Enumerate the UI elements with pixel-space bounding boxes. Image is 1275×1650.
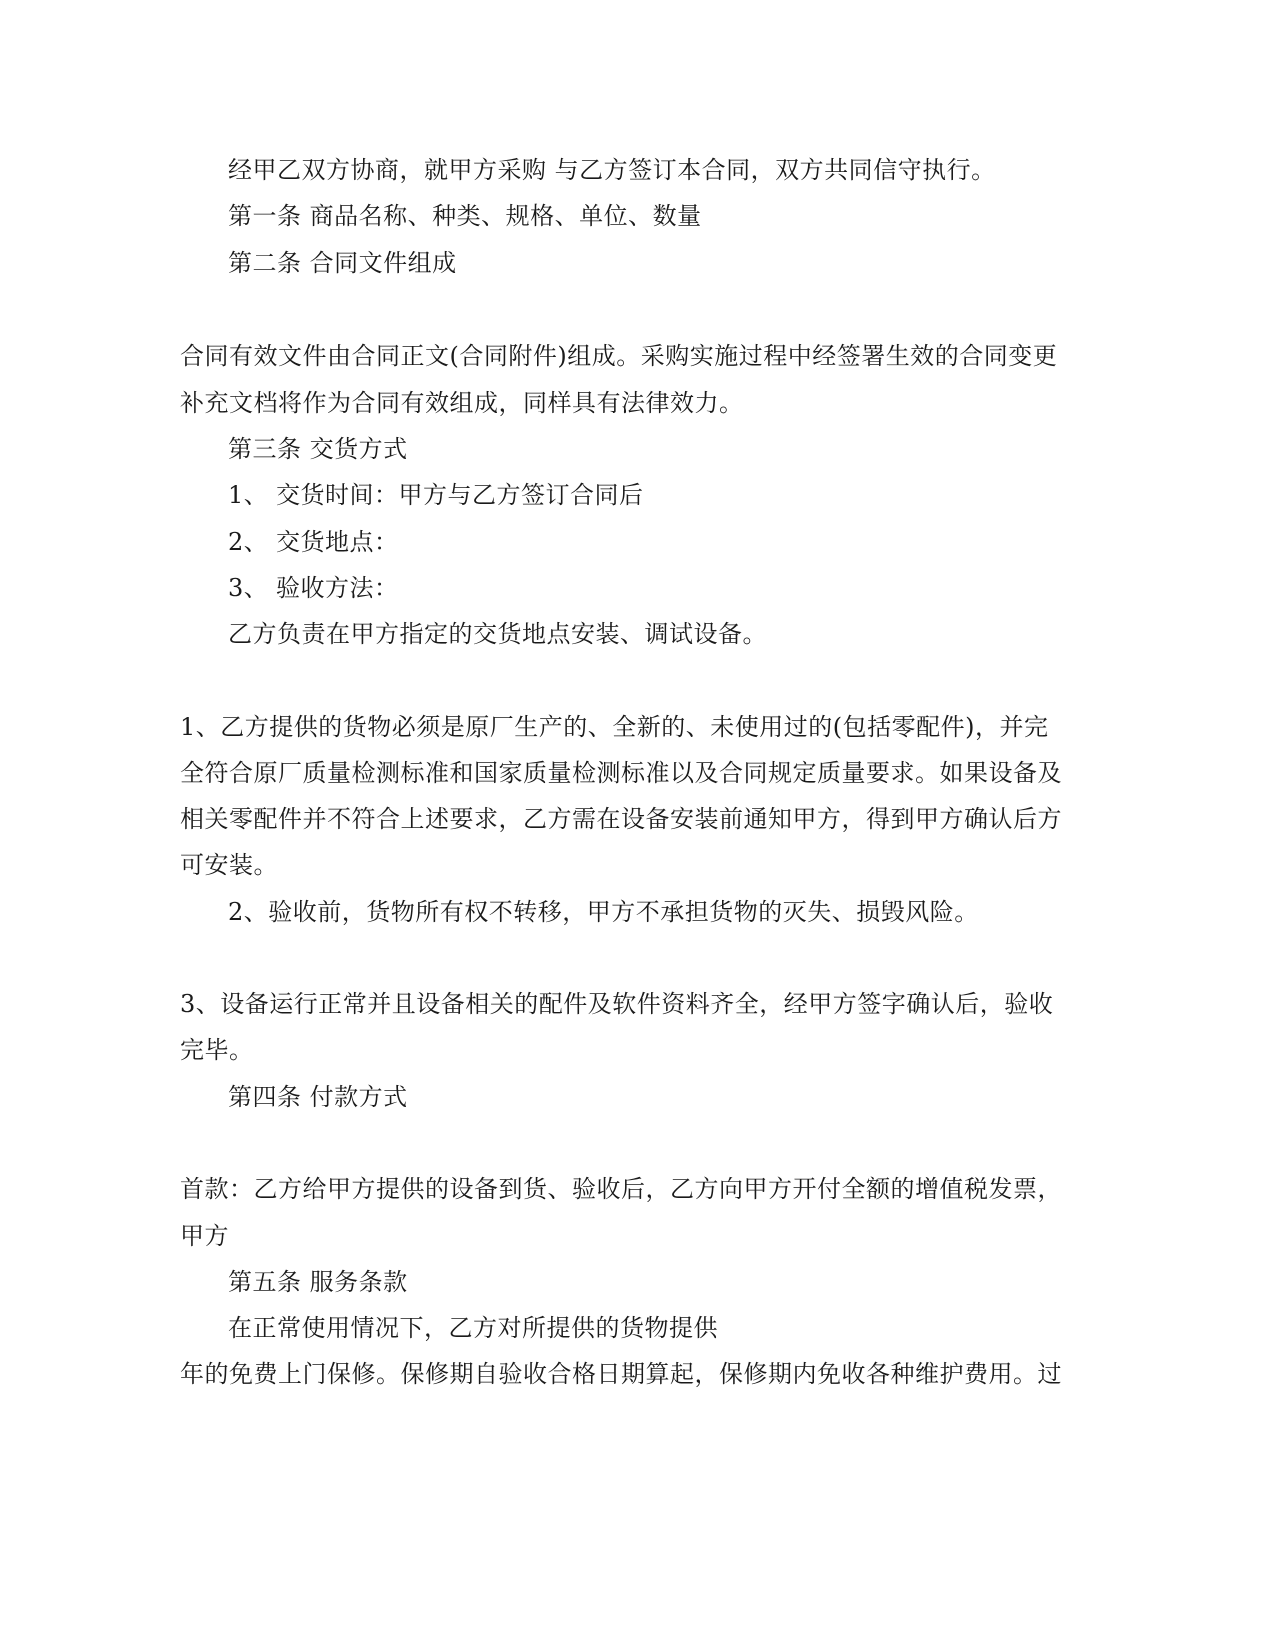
- service-line-1: 在正常使用情况下，乙方对所提供的货物提供: [228, 1314, 718, 1342]
- article-5-heading: 第五条 服务条款: [228, 1268, 408, 1296]
- delivery-item-3: [228, 573, 399, 603]
- item-text: 验收方法：: [276, 574, 399, 602]
- acceptance-clause-3-line-2: 完毕。: [180, 1036, 254, 1064]
- acceptance-clause-1-line-2: 全符合原厂质量检测标准和国家质量检测标准以及合同规定质量要求。如果设备及: [180, 759, 1062, 787]
- article-1-heading: 第一条 商品名称、种类、规格、单位、数量: [228, 202, 702, 230]
- acceptance-clause-3-line-1: 3、设备运行正常并且设备相关的配件及软件资料齐全，经甲方签字确认后，验收: [180, 990, 1054, 1018]
- contract-documents-line-2: 补充文档将作为合同有效组成，同样具有法律效力。: [180, 389, 744, 417]
- payment-line-2: 甲方: [180, 1222, 229, 1250]
- intro-paragraph: 经甲乙双方协商，就甲方采购 与乙方签订本合同，双方共同信守执行。: [228, 156, 996, 184]
- article-2-heading: 第二条 合同文件组成: [228, 249, 457, 277]
- item-text: 交货时间：甲方与乙方签订合同后: [276, 481, 644, 509]
- article-4-heading: 第四条 付款方式: [228, 1083, 408, 1111]
- article-3-heading: 第三条 交货方式: [228, 435, 408, 463]
- item-number: 3、: [228, 574, 269, 602]
- installation-line: 乙方负责在甲方指定的交货地点安装、调试设备。: [228, 620, 767, 648]
- delivery-item-2: [228, 527, 399, 557]
- acceptance-clause-1-line-3: 相关零配件并不符合上述要求，乙方需在设备安装前通知甲方，得到甲方确认后方: [180, 805, 1062, 833]
- delivery-item-1: [228, 480, 644, 510]
- item-text: 交货地点：: [276, 528, 399, 556]
- acceptance-clause-2: 2、验收前，货物所有权不转移，甲方不承担货物的灭失、损毁风险。: [228, 898, 979, 926]
- acceptance-clause-1-line-1: 1、乙方提供的货物必须是原厂生产的、全新的、未使用过的(包括零配件)，并完: [180, 713, 1049, 741]
- payment-line-1: 首款：乙方给甲方提供的设备到货、验收后，乙方向甲方开付全额的增值税发票，: [180, 1175, 1062, 1203]
- acceptance-clause-1-line-4: 可安装。: [180, 851, 278, 879]
- item-number: 1、: [228, 481, 269, 509]
- service-line-2: 年的免费上门保修。保修期自验收合格日期算起，保修期内免收各种维护费用。过: [180, 1360, 1062, 1388]
- contract-documents-line-1: 合同有效文件由合同正文(合同附件)组成。采购实施过程中经签署生效的合同变更: [180, 342, 1058, 370]
- item-number: 2、: [228, 528, 269, 556]
